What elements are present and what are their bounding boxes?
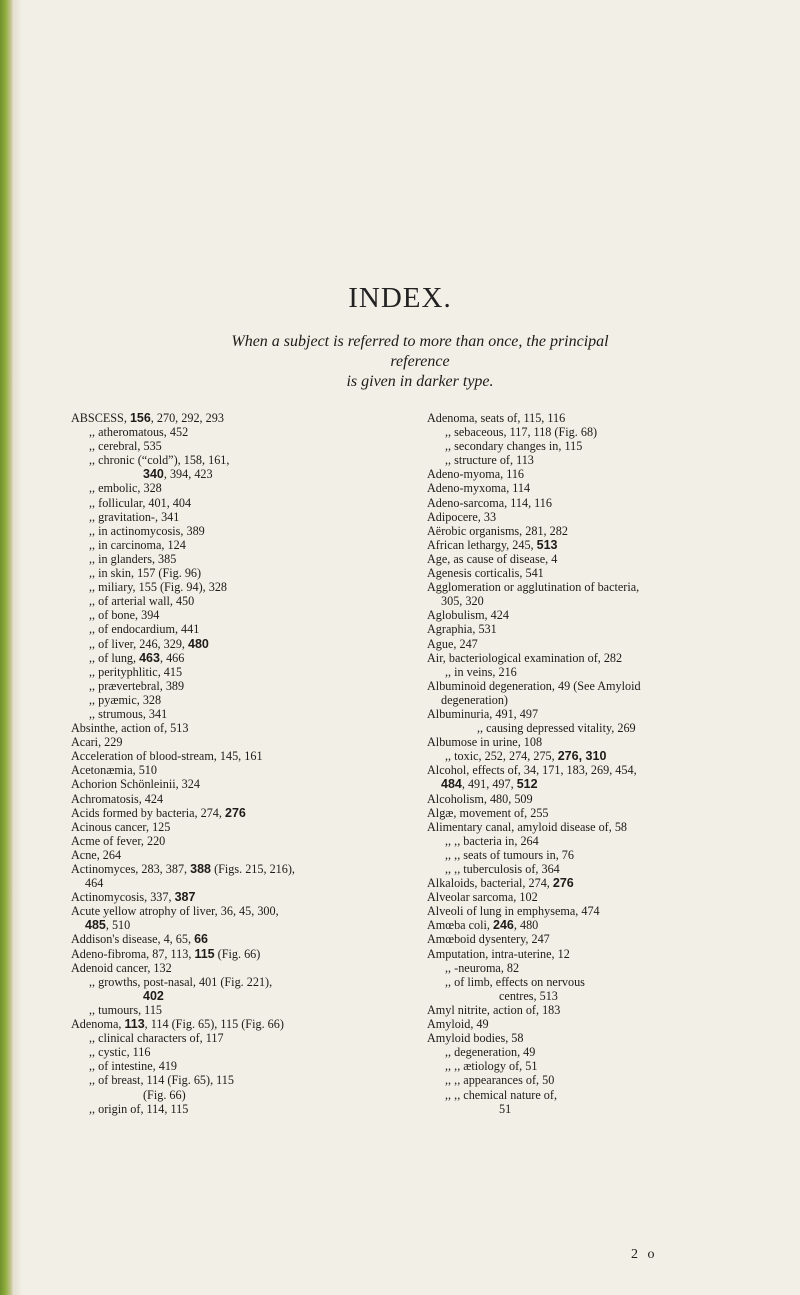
index-column-left xyxy=(71,411,381,1116)
entry-text: Amœboid dysentery, 247 xyxy=(427,932,550,947)
entry-text: ,, ,, chemical nature of, xyxy=(445,1087,558,1102)
principal-reference: 387 xyxy=(174,890,196,905)
entry-text: Ague, 247 xyxy=(427,636,478,651)
entry-text: Acids formed by bacteria, 274, xyxy=(71,805,225,820)
index-entry xyxy=(427,580,747,594)
entry-text: , 491, 497, xyxy=(461,777,517,792)
index-entry xyxy=(71,918,381,932)
entry-text: ,, ,, ætiology of, 51 xyxy=(445,1059,538,1074)
index-entry xyxy=(71,735,381,749)
entry-text: ,, in glanders, 385 xyxy=(89,551,177,566)
index-entry xyxy=(427,637,747,651)
index-entry xyxy=(71,806,381,820)
principal-reference: 115 xyxy=(194,946,215,961)
index-entry xyxy=(71,665,381,679)
index-entry xyxy=(71,961,381,975)
entry-text: (Figs. 215, 216), xyxy=(211,862,295,876)
entry-text: ,, in skin, 157 (Fig. 96) xyxy=(89,566,202,581)
entry-text: Absinthe, action of, 513 xyxy=(71,721,189,736)
index-entry xyxy=(427,721,747,735)
entry-text: ,, of lung, xyxy=(89,650,140,665)
page-title: INDEX. xyxy=(348,282,452,314)
index-entry xyxy=(427,918,747,932)
index-entry xyxy=(427,693,747,707)
entry-text: ,, atheromatous, 452 xyxy=(89,425,189,440)
entry-text: ,, growths, post-nasal, 401 (Fig. 221), xyxy=(89,974,273,989)
principal-reference: 156 xyxy=(129,411,151,425)
entry-text: ,, clinical characters of, 117 xyxy=(89,1031,224,1046)
entry-text: Actinomyces, 283, 387, xyxy=(71,862,191,876)
entry-text: ABSCESS, xyxy=(71,411,130,425)
principal-reference: 463 xyxy=(139,650,160,665)
index-entry xyxy=(427,961,747,975)
entry-text: ,, secondary changes in, 115 xyxy=(445,439,583,454)
entry-text: ,, of limb, effects on nervous xyxy=(445,974,585,989)
entry-text: ,, strumous, 341 xyxy=(89,706,168,721)
entry-text: ,, embolic, 328 xyxy=(89,481,162,496)
principal-reference: 276, 310 xyxy=(557,749,607,764)
index-entry xyxy=(71,721,381,735)
index-entry xyxy=(71,453,381,467)
index-entry xyxy=(427,622,747,636)
principal-reference: 246 xyxy=(493,918,514,933)
entry-text: ,, structure of, 113 xyxy=(445,453,534,468)
intro-line: When a subject is referred to more than once, the principal reference xyxy=(231,333,609,370)
entry-text: 51 xyxy=(499,1101,512,1116)
entry-text: 464 xyxy=(85,876,104,891)
index-entry xyxy=(427,820,747,834)
entry-text: ,, degeneration, 49 xyxy=(445,1045,536,1060)
entry-text: ,, follicular, 401, 404 xyxy=(89,495,192,510)
entry-text: ,, in actinomycosis, 389 xyxy=(89,523,205,538)
entry-text: Albuminuria, 491, 497 xyxy=(427,706,539,721)
principal-reference: 276 xyxy=(552,876,574,891)
index-entry xyxy=(71,622,381,636)
principal-reference: 513 xyxy=(536,537,558,552)
index-entry xyxy=(427,735,747,749)
entry-text: ,, ,, seats of tumours in, 76 xyxy=(445,847,574,862)
index-entry xyxy=(427,848,747,862)
entry-text: Amputation, intra-uterine, 12 xyxy=(427,946,570,961)
entry-text: Amyloid, 49 xyxy=(427,1017,489,1032)
entry-text: Adeno-myxoma, 114 xyxy=(427,481,531,496)
entry-text: ,, of arterial wall, 450 xyxy=(89,594,195,609)
index-entry xyxy=(71,1059,381,1073)
index-entry xyxy=(427,862,747,876)
index-entry xyxy=(427,989,747,1003)
index-entry xyxy=(427,792,747,806)
index-entry xyxy=(71,1073,381,1087)
index-entry xyxy=(71,876,381,890)
binding-edge xyxy=(0,0,14,1295)
entry-text: Aërobic organisms, 281, 282 xyxy=(427,523,568,538)
entry-text: African lethargy, 245, xyxy=(427,537,537,552)
index-entry xyxy=(71,763,381,777)
index-entry xyxy=(427,1045,747,1059)
index-entry xyxy=(71,496,381,510)
entry-text: Albuminoid degeneration, 49 (See Amyloid xyxy=(427,678,641,693)
entry-text: Acne, 264 xyxy=(71,847,122,862)
entry-text: Alimentary canal, amyloid disease of, 58 xyxy=(427,819,628,834)
index-entry xyxy=(427,1031,747,1045)
index-entry xyxy=(71,1088,381,1102)
intro-note xyxy=(200,332,640,392)
entry-text: ,, perityphlitic, 415 xyxy=(89,664,183,679)
entry-text: (Fig. 66) xyxy=(143,1087,186,1102)
index-entry xyxy=(71,411,381,425)
index-entry xyxy=(427,1102,747,1116)
entry-text: Addison's disease, 4, 65, xyxy=(71,932,195,947)
index-entry xyxy=(71,848,381,862)
entry-text: Acinous cancer, 125 xyxy=(71,819,171,834)
index-entry xyxy=(427,651,747,665)
entry-text: ,, tumours, 115 xyxy=(89,1002,163,1017)
entry-text: Amœba coli, xyxy=(427,918,494,933)
index-entry xyxy=(427,411,747,425)
index-entry xyxy=(427,806,747,820)
index-entry xyxy=(71,989,381,1003)
entry-text: Agenesis corticalis, 541 xyxy=(427,566,544,581)
entry-text: ,, ,, bacteria in, 264 xyxy=(445,833,539,848)
principal-reference: 402 xyxy=(143,988,164,1003)
entry-text: ,, of liver, 246, 329, xyxy=(89,636,189,651)
entry-text: Alkaloids, bacterial, 274, xyxy=(427,876,553,891)
index-entry xyxy=(71,707,381,721)
index-entry xyxy=(71,932,381,946)
principal-reference: 340 xyxy=(143,467,164,482)
index-entry xyxy=(71,820,381,834)
index-entry xyxy=(71,749,381,763)
entry-text: Achorion Schönleinii, 324 xyxy=(71,777,200,792)
entry-text: ,, sebaceous, 117, 118 (Fig. 68) xyxy=(445,425,598,440)
entry-text: degeneration) xyxy=(441,692,508,707)
index-entry xyxy=(427,552,747,566)
index-entry xyxy=(427,890,747,904)
entry-text: Adeno-fibroma, 87, 113, xyxy=(71,946,195,961)
entry-text: , 480 xyxy=(513,918,539,933)
entry-text: ,, of breast, 114 (Fig. 65), 115 xyxy=(89,1073,234,1088)
index-entry xyxy=(427,481,747,495)
index-entry xyxy=(427,947,747,961)
index-entry xyxy=(71,890,381,904)
entry-text: Albumose in urine, 108 xyxy=(427,735,543,750)
index-entry xyxy=(427,763,747,777)
entry-text: , 270, 292, 293 xyxy=(150,411,224,425)
index-entry xyxy=(427,594,747,608)
index-entry xyxy=(427,932,747,946)
index-entry xyxy=(427,425,747,439)
index-entry xyxy=(71,777,381,791)
entry-text: Acari, 229 xyxy=(71,735,123,750)
entry-text: ,, chronic (“cold”), 158, 161, xyxy=(89,453,230,468)
entry-text: centres, 513 xyxy=(499,988,558,1003)
entry-text: ,, prævertebral, 389 xyxy=(89,678,185,693)
binding-shadow xyxy=(14,0,22,1295)
index-entry xyxy=(427,496,747,510)
entry-text: Air, bacteriological examination of, 282 xyxy=(427,650,623,665)
entry-text: Amyloid bodies, 58 xyxy=(427,1031,524,1046)
index-entry xyxy=(427,524,747,538)
index-entry xyxy=(427,1003,747,1017)
index-entry xyxy=(71,481,381,495)
entry-text: , 510 xyxy=(105,918,131,933)
principal-reference: 485 xyxy=(85,918,106,933)
entry-text: ,, in veins, 216 xyxy=(445,664,517,679)
entry-text: Acute yellow atrophy of liver, 36, 45, 300, xyxy=(71,904,279,919)
index-entry xyxy=(427,665,747,679)
index-entry xyxy=(71,467,381,481)
index-entry xyxy=(427,777,747,791)
index-entry xyxy=(71,904,381,918)
index-entry xyxy=(71,1031,381,1045)
entry-text: ,, ,, appearances of, 50 xyxy=(445,1073,555,1088)
index-entry xyxy=(427,749,747,763)
entry-text: ,, of intestine, 419 xyxy=(89,1059,178,1074)
entry-text: ,, pyæmic, 328 xyxy=(89,692,162,707)
index-entry xyxy=(427,510,747,524)
index-entry xyxy=(427,1017,747,1031)
entry-text: Alcohol, effects of, 34, 171, 183, 269, 454, xyxy=(427,763,637,778)
entry-text: 305, 320 xyxy=(441,594,484,609)
entry-text: Alcoholism, 480, 509 xyxy=(427,791,533,806)
principal-reference: 276 xyxy=(225,805,246,820)
entry-text: , 466 xyxy=(159,650,185,665)
entry-text: ,, ,, tuberculosis of, 364 xyxy=(445,862,560,876)
entry-text: Agglomeration or agglutination of bacteria, xyxy=(427,580,640,595)
principal-reference: 388 xyxy=(190,862,212,876)
index-entry xyxy=(427,439,747,453)
principal-reference: 66 xyxy=(194,932,208,947)
principal-reference: 484 xyxy=(441,777,462,792)
intro-line: is given in darker type. xyxy=(346,373,494,390)
entry-text: Adenoma, xyxy=(71,1017,125,1032)
index-entry xyxy=(71,947,381,961)
entry-text: ,, gravitation-, 341 xyxy=(89,509,180,524)
index-entry xyxy=(71,679,381,693)
index-entry xyxy=(71,580,381,594)
index-entry xyxy=(427,679,747,693)
entry-text: Alveoli of lung in emphysema, 474 xyxy=(427,904,600,919)
entry-text: Age, as cause of disease, 4 xyxy=(427,551,558,566)
index-entry xyxy=(427,538,747,552)
index-entry xyxy=(71,792,381,806)
index-entry xyxy=(427,975,747,989)
entry-text: ,, of bone, 394 xyxy=(89,608,160,623)
entry-text: Adenoid cancer, 132 xyxy=(71,960,172,975)
index-entry xyxy=(427,707,747,721)
entry-text: , 394, 423 xyxy=(163,467,213,482)
index-entry xyxy=(71,651,381,665)
entry-text: Adipocere, 33 xyxy=(427,509,497,524)
index-entry xyxy=(71,1017,381,1031)
entry-text: Adeno-sarcoma, 114, 116 xyxy=(427,495,552,510)
index-entry xyxy=(71,862,381,876)
entry-text: ,, cerebral, 535 xyxy=(89,439,162,454)
entry-text: Agraphia, 531 xyxy=(427,622,497,637)
entry-text: ,, of endocardium, 441 xyxy=(89,622,200,637)
entry-text: ,, causing depressed vitality, 269 xyxy=(477,721,636,736)
entry-text: Acme of fever, 220 xyxy=(71,833,166,848)
principal-reference: 512 xyxy=(516,777,538,792)
index-entry xyxy=(427,467,747,481)
index-entry xyxy=(71,608,381,622)
index-entry xyxy=(427,1088,747,1102)
entry-text: Amyl nitrite, action of, 183 xyxy=(427,1002,561,1017)
index-entry xyxy=(427,453,747,467)
index-entry xyxy=(71,552,381,566)
entry-text: ,, origin of, 114, 115 xyxy=(89,1101,189,1116)
index-entry xyxy=(71,1045,381,1059)
index-entry xyxy=(427,834,747,848)
index-entry xyxy=(427,1059,747,1073)
entry-text: Adenoma, seats of, 115, 116 xyxy=(427,411,566,425)
entry-text: Actinomycosis, 337, xyxy=(71,890,175,905)
entry-text: , 114 (Fig. 65), 115 (Fig. 66) xyxy=(144,1017,284,1032)
entry-text: Acetonæmia, 510 xyxy=(71,763,157,778)
principal-reference: 113 xyxy=(124,1017,145,1032)
index-column-right xyxy=(427,411,747,1116)
index-entry xyxy=(71,538,381,552)
page-folio: 2 o xyxy=(631,1247,658,1262)
index-entry xyxy=(71,439,381,453)
entry-text: ,, in carcinoma, 124 xyxy=(89,537,186,552)
index-entry xyxy=(71,594,381,608)
index-entry xyxy=(71,1102,381,1116)
entry-text: ,, -neuroma, 82 xyxy=(445,960,520,975)
index-entry xyxy=(427,1073,747,1087)
entry-text: Aglobulism, 424 xyxy=(427,608,509,623)
entry-text: ,, toxic, 252, 274, 275, xyxy=(445,749,558,764)
index-entry xyxy=(427,904,747,918)
index-entry xyxy=(71,524,381,538)
entry-text: (Fig. 66) xyxy=(214,946,261,961)
entry-text: Achromatosis, 424 xyxy=(71,791,164,806)
index-entry xyxy=(71,566,381,580)
index-entry xyxy=(71,637,381,651)
index-entry xyxy=(71,510,381,524)
index-entry xyxy=(427,876,747,890)
index-entry xyxy=(427,566,747,580)
index-entry xyxy=(71,1003,381,1017)
entry-text: Acceleration of blood-stream, 145, 161 xyxy=(71,749,263,764)
index-entry xyxy=(71,975,381,989)
entry-text: ,, cystic, 116 xyxy=(89,1045,151,1060)
entry-text: ,, miliary, 155 (Fig. 94), 328 xyxy=(89,580,228,595)
entry-text: Alveolar sarcoma, 102 xyxy=(427,890,538,905)
index-entry xyxy=(71,834,381,848)
index-entry xyxy=(427,608,747,622)
entry-text: Adeno-myoma, 116 xyxy=(427,467,525,482)
principal-reference: 480 xyxy=(188,636,209,651)
index-entry xyxy=(71,425,381,439)
index-entry xyxy=(71,693,381,707)
entry-text: Algæ, movement of, 255 xyxy=(427,805,549,820)
